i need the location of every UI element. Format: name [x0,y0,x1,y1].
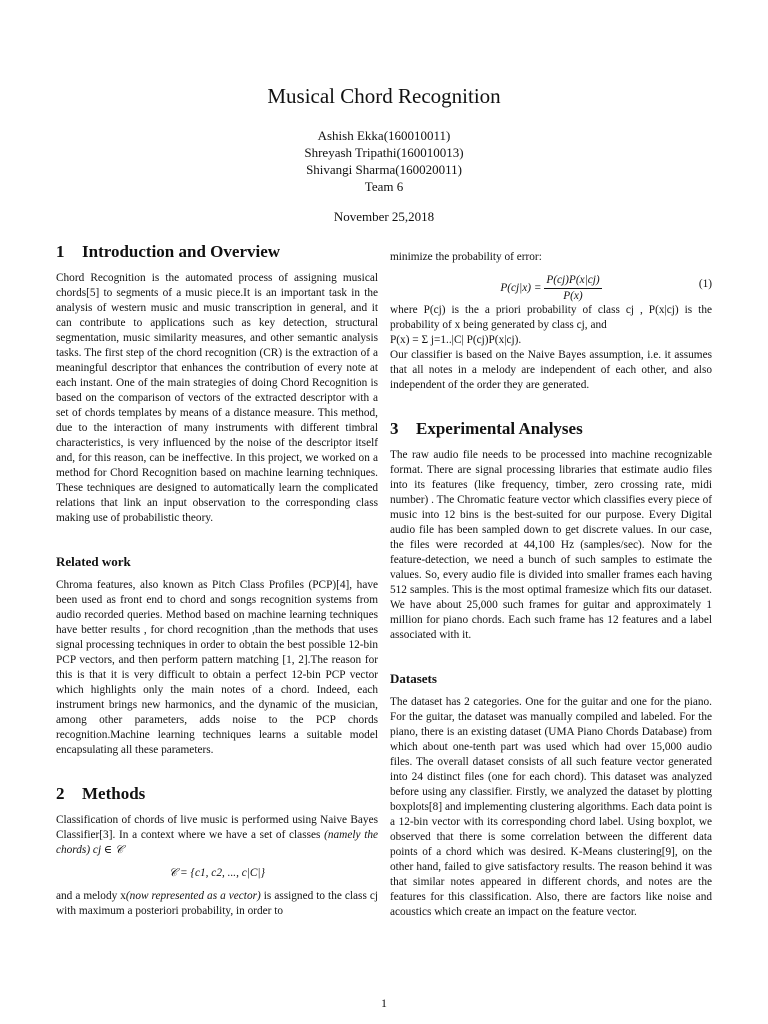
methods-paragraph: Classification of chords of live music is performed using Naive Bayes Classifier[3]. In a context where we have a set of classes (namely the chords) cj ∈ 𝒞 [56,814,378,856]
section-heading-intro [56,244,378,259]
paper-title: Musical Chord Recognition [267,84,501,108]
author-3: Shivangi Sharma(160020011) [306,162,462,177]
equation-numerator: P(cj)P(x|cj) [544,273,601,289]
methods-cont-lead: minimize the probability of error: [390,251,542,263]
section-number: 1 [56,242,65,261]
section-heading-experimental [390,421,712,436]
after-equation-text-1: where P(cj) is the a priori probability of class cj , P(x|cj) is the probability of x being generated by class cj, and [390,304,712,331]
methods-paragraph-2: and a melody x(now represented as a vector) is assigned to the class cj with maximum a posteriori probability, in order to [56,890,379,917]
equation-fraction [544,273,601,304]
title-block [0,84,768,225]
left-column [56,244,378,919]
equation-1 [390,265,712,303]
subsection-heading-related: Related work [56,554,131,569]
author-2: Shreyash Tripathi(160010013) [304,145,464,160]
paper-date: November 25,2018 [333,209,435,224]
experimental-paragraph: The raw audio file needs to be processed into machine recognizable format. There are signal processing libraries that estimate audio files into its features (like frequency, timber, zero crossing rate, midi number) . The Chromatic feature vector which classifies every piece of music into 12 bins is the best-suited for our purpose. Every Digital audio file has been sampled down to get discrete values. In our case, the files were recorded at 44,100 Hz (samples/sec). Now for the feature-detection, we need a bunch of such samples to estimate the values. So, every audio file is divided into smaller frames each having 512 samples. This is the most optimal framesize which fits our dataset. We have about 25,000 such frames for guitar and approximately 1 million for piano chords. Each such frame has 12 features and a label associated with it. [390,449,712,641]
right-column [390,250,712,920]
equation-denominator: P(x) [563,290,583,302]
section-title: Introduction and Overview [82,242,281,261]
after-equation-text-3: Our classifier is based on the Naive Bayes assumption, i.e. it assumes that all notes in a melody are independent of each other, and also independent of the order they are generated. [390,349,712,391]
subsection-heading-datasets: Datasets [390,671,437,686]
intro-paragraph: Chord Recognition is the automated process of assigning musical chords[5] to segments of a music piece.It is an important task in the analysis of western music and music transcription in general, and it can contribute to applications such as key detection, structural segmentation, music similarity measures, and other semantic analysis tasks. The first step of the chord recognition (CR) is the extraction of a meaningful descriptor that enhances the contribution of every note at each instant. One of the main strategies of doing Chord Recognition is based on the comparison of vectors of the extracted descriptor with a set of chords templates by means of a distance measure. This method, due to the interaction of many instruments with different timbral characteristics, is very influenced by the noise of the descriptor itself and, for this reason, can be ineffective. In this project, we worked on a method for Chord Recognition based on machine learning techniques. These techniques are designed to automatically learn the complicated relations that link an input observation to the corresponding class making use of probabilistic theory. [56,272,378,524]
after-equation-text-2: P(x) = Σ j=1..|C| P(cj)P(x|cj). [390,334,522,346]
related-paragraph: Chroma features, also known as Pitch Class Profiles (PCP)[4], have been used as front end to chord and songs recognition systems from audio recorded queries. Method based on machine learning techniques have better results , for chord recognition ,than the methods that uses signal processing techniques in order to obtain the best possible 12-bin PCP vectors, and then perform pattern matching [1, 2].The reason for this is that it is very difficult to obtain a perfect 12-bin PCP vector which highlights only the main notes of a chord. Indeed, each instrument brings new harmonics, and the dynamic of the musician, among other parameters, adds noise to the PCP chords recognition.Machine learning techniques learns a suitable model encapsulating all these parameters. [56,579,378,756]
section-number: 3 [390,419,399,438]
equation-lhs: P(cj|x) = [500,282,542,295]
author-1: Ashish Ekka(160010011) [317,128,451,143]
page-number: 1 [381,996,387,1010]
section-heading-methods [56,786,378,801]
equation-number: (1) [698,278,712,290]
datasets-paragraph: The dataset has 2 categories. One for the guitar and one for the piano. For the guitar, the dataset was manually compiled and labeled. For the piano, there is an existing dataset (UMA Piano Chords Database) from which about one-tenth part was used which had over 15,000 audio files. The overall dataset consists of all such feature vector generated into 24 distinct files (one for each chord). This dataset was analyzed before using any classifier. Firstly, we analyzed the dataset by plotting boxplots[8] and implementing clustering algorithms. Each data point is a 12-bin vector with its corresponding chord label. Using boxplot, we observed that there is some correlation between the different data points of a chord which was desired. K-Means clustering[9], on the other hand, failed to give satisfactory results. The reason behind it was that similar notes appeared in different chords, and notes are the features for this classification. Also, there are factors like noise and acoustics which create an impact on the feature vector. [390,696,712,918]
set-equation: 𝒞 = {c1, c2, ..., c|C|} [168,867,266,879]
team-label: Team 6 [364,179,404,194]
section-number: 2 [56,784,65,803]
section-title: Methods [82,784,146,803]
section-title: Experimental Analyses [416,419,583,438]
